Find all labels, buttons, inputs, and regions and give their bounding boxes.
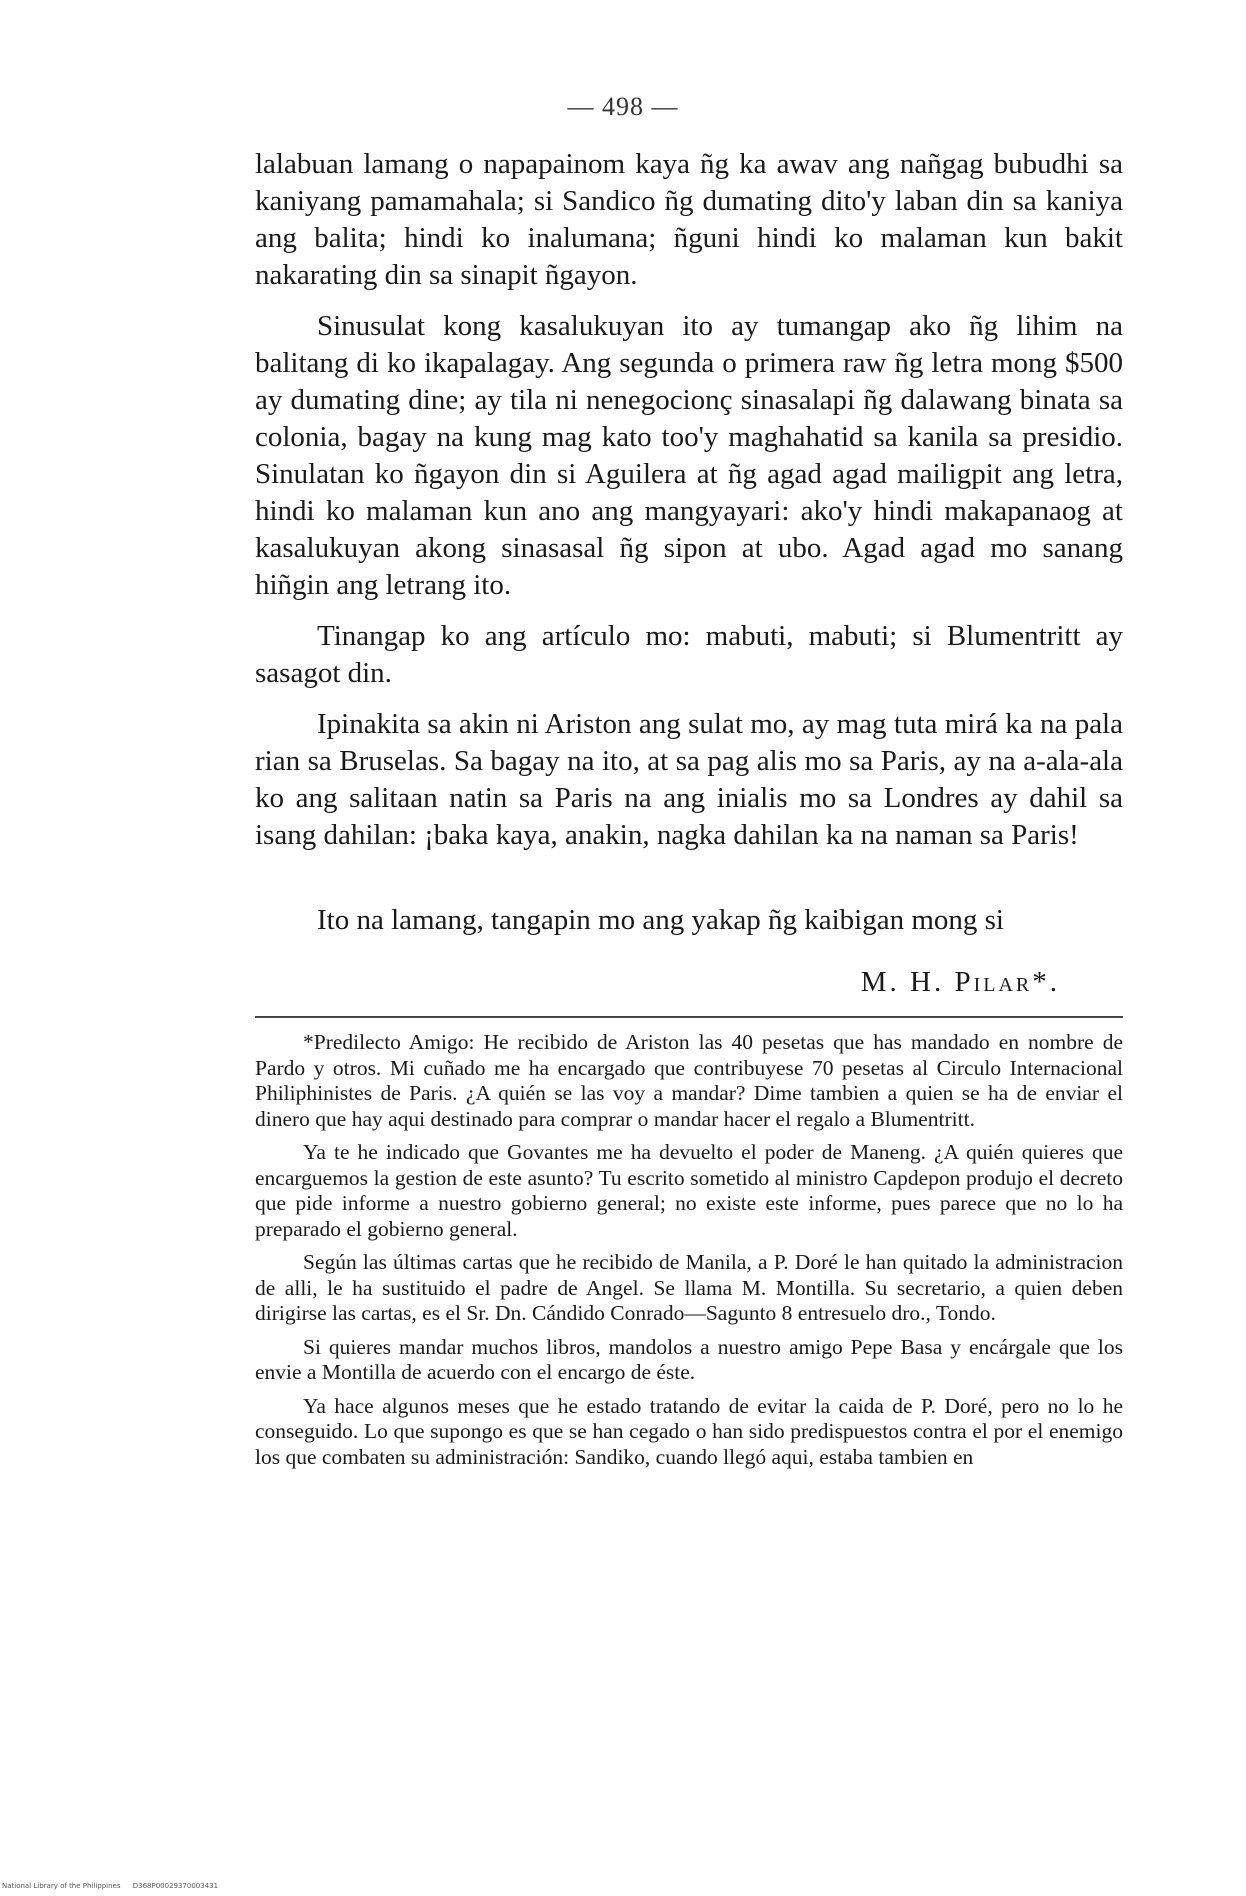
footnote-paragraph-1: *Predilecto Amigo: He recibido de Ariston las 40 pesetas que has mandado en nombre de Pardo y otros. Mi cuñado me ha encargado que contribuyese 70 pesetas al Circulo Internacional Philiphinistes de Paris. ¿A quién se las voy a mandar? Dime tambien a quien se ha de enviar el dinero que hay aqui destinado para comprar o mandar hacer el regalo a Blumentritt. bbox=[255, 1030, 1123, 1131]
paragraph-1: lalabuan lamang o napapainom kaya ñg ka awav ang nañgag bubudhi sa kaniyang pamamahala; si Sandico ñg dumating dito'y laban din sa kaniya ang balita; hindi ko inalumana; ñguni hindi ko malaman kun bakit nakarating din sa sinapit ñgayon. bbox=[255, 148, 1123, 291]
paragraph-2: Sinusulat kong kasalukuyan ito ay tumangap ako ñg lihim na balitang di ko ikapalagay. Ang segunda o primera raw ñg letra mong $500 ay dumating dine; ay tila ni nenegocionç sinasalapi ñg dalawang binata sa colonia, bagay na kung mag kato too'y maghahatid sa kanila sa presidio. Sinulatan ko ñgayon din si Aguilera at ñg agad agad mailigpit ang letra, hindi ko malaman kun ano ang mangyayari: ako'y hindi makapanaog at kasalukuyan akong sinasasal ñg sipon at ubo. Agad agad mo sanang hiñgin ang letrang ito. bbox=[255, 310, 1123, 601]
footnote-paragraph-4: Si quieres mandar muchos libros, mandolos a nuestro amigo Pepe Basa y encárgale que los envie a Montilla de acuerdo con el encargo de éste. bbox=[255, 1334, 1123, 1384]
footnote-paragraph-5: Ya hace algunos meses que he estado tratando de evitar la caida de P. Doré, pero no lo he conseguido. Lo que supongo es que se han cegado o han sido predispuestos contra el por el enemigo los que combaten su administración: Sandiko, cuando llegó aqui, estaba tambien en bbox=[255, 1393, 1123, 1469]
paragraph-3: Tinangap ko ang artículo mo: mabuti, mabuti; si Blumentritt ay sasagot din. bbox=[255, 620, 1123, 689]
closing-line: Ito na lamang, tangapin mo ang yakap ñg kaibigan mong si bbox=[317, 904, 1004, 936]
signature: M. H. Pilar*. bbox=[860, 966, 1060, 998]
footnote bbox=[255, 1030, 1123, 1478]
footnote-divider bbox=[255, 1016, 1123, 1018]
footnote-paragraph-3: Según las últimas cartas que he recibido de Manila, a P. Doré le han quitado la administracion de alli, le ha sustituido el padre de Angel. Se llama M. Montilla. Su secretario, a quien deben dirigirse las cartas, es el Sr. Dn. Cándido Conrado—Sagunto 8 entresuelo dro., Tondo. bbox=[255, 1250, 1123, 1325]
library-name: National Library of the Philippines bbox=[2, 1882, 121, 1890]
archive-credit bbox=[2, 1882, 228, 1890]
paragraph-4: Ipinakita sa akin ni Ariston ang sulat mo, ay mag tuta mirá ka na pala rian sa Bruselas. Sa bagay na ito, at sa pag alis mo sa Paris, ay na a-ala-ala ko ang salitaan natin sa Paris na ang inialis mo sa Londres ay dahil sa isang dahilan: ¡baka kaya, anakin, nagka dahilan ka na naman sa Paris! bbox=[255, 708, 1123, 851]
footnote-paragraph-2: Ya te he indicado que Govantes me ha devuelto el poder de Maneng. ¿A quién quieres que encarguemos la gestion de este asunto? Tu escrito sometido al ministro Capdepon produjo el decreto que pide informe a nuestro gobierno general; no existe este informe, pues parece que no lo ha preparado el gobierno general. bbox=[255, 1140, 1123, 1241]
page-number: — 498 — bbox=[567, 92, 679, 121]
archive-code: D368P00029370003431 bbox=[132, 1882, 219, 1890]
letter-body bbox=[255, 146, 1123, 868]
